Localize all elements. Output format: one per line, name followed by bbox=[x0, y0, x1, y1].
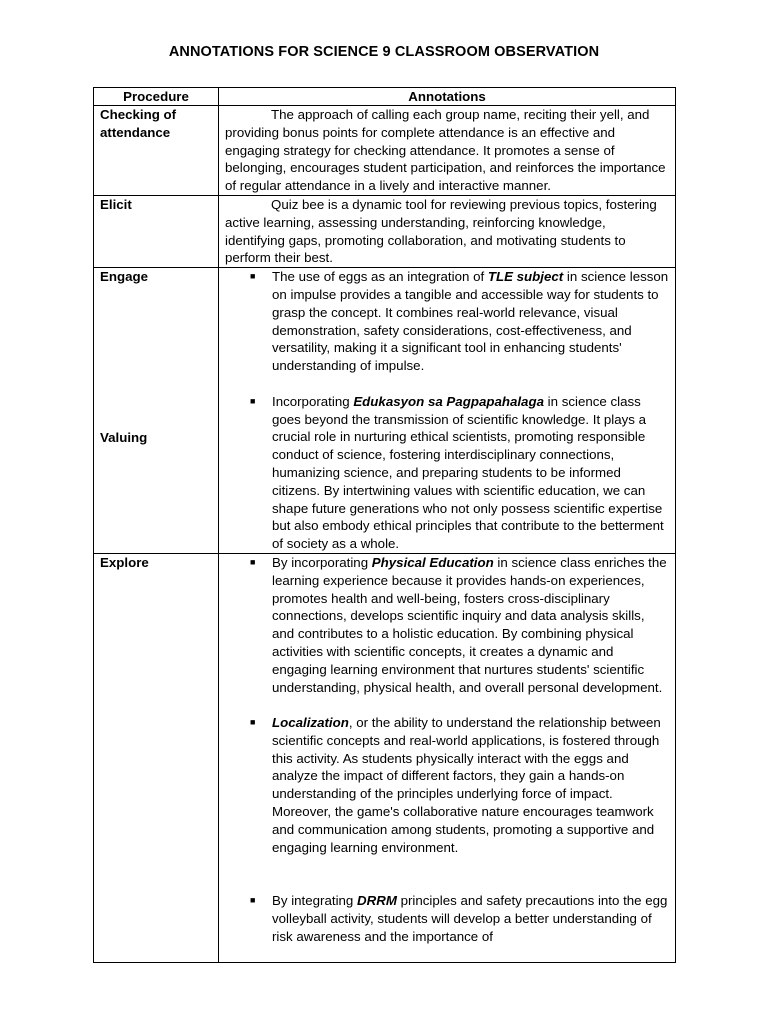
bullet-square-icon: ■ bbox=[250, 395, 256, 406]
annotation-text: Quiz bee is a dynamic tool for reviewing previous topics, fostering active learning, assessing understanding, reinforcing knowledge, identifying gaps, promoting collaboration, and motivating students to perform their best. bbox=[225, 196, 657, 266]
annotation-text: The approach of calling each group name, reciting their yell, and providing bonus points for complete attendance is an effective and engaging strategy for checking attendance. It promotes a sense of belonging, encourages student participation, and reinforces the importance of regular attendance in a lively and interactive manner. bbox=[225, 107, 666, 194]
procedure-label: Checking of attendance bbox=[100, 107, 177, 140]
procedure-cell-attendance bbox=[94, 106, 219, 196]
table-row bbox=[94, 553, 676, 962]
list-item: ■ The use of eggs as an integration of TLE subject in science lesson on impulse provides a tangible and accessible way for students to grasp the concept. It combines real-world relevance, visual demonstration, safety considerations, cost-effectiveness, and versatility, making it a significant tool in enhancing students' understanding of impulse. bbox=[250, 269, 669, 374]
emphasis: Localization bbox=[272, 715, 349, 731]
table-row bbox=[94, 195, 676, 267]
annotation-cell-engage bbox=[219, 268, 676, 554]
annotation-cell-explore bbox=[219, 553, 676, 962]
list-item: ■ By integrating DRRM principles and safety precautions into the egg volleyball activity, students will develop a better understanding of risk awareness and the importance of bbox=[250, 893, 668, 944]
emphasis: Physical Education bbox=[371, 554, 494, 570]
bullet-list bbox=[225, 554, 669, 946]
annotations-header: Annotations bbox=[219, 88, 676, 106]
procedure-label: Elicit bbox=[100, 196, 132, 212]
procedure-label: Explore bbox=[100, 554, 149, 570]
list-item: ■ Localization, or the ability to understand the relationship between scientific concepts and real-world applications, is fostered through this activity. As students physically interact with the eggs and analyze the impact of different factors, they gain a hands-on understanding of the principles underlying force of impact. Moreover, the game's collaborative nature encourages teamwork and communication among students, promoting a supportive and engaging learning environment. bbox=[250, 715, 661, 855]
bullet-square-icon: ■ bbox=[250, 895, 256, 906]
document-title: ANNOTATIONS FOR SCIENCE 9 CLASSROOM OBSERVATION bbox=[168, 44, 600, 60]
procedure-label-valuing: Valuing bbox=[100, 429, 148, 445]
bullet-square-icon: ■ bbox=[250, 556, 256, 567]
procedure-cell-explore bbox=[94, 553, 219, 962]
list-item: ■ Incorporating Edukasyon sa Pagpapahalaga in science class goes beyond the transmission of scientific knowledge. It plays a crucial role in nurturing ethical scientists, promoting responsible conduct of science, fostering interdisciplinary connections, humanizing science, and preparing students to be informed citizens. By intertwining values with scientific education, we can shape future generations who not only possess scientific expertise but also embody ethical principles that contribute to the betterment of society as a whole. bbox=[250, 393, 664, 552]
bullet-square-icon: ■ bbox=[250, 271, 256, 282]
procedure-label: Engage bbox=[100, 269, 149, 285]
bullet-square-icon: ■ bbox=[250, 717, 256, 728]
table-row bbox=[94, 106, 676, 196]
table-header-row bbox=[94, 88, 676, 106]
procedure-cell-engage bbox=[94, 268, 219, 554]
emphasis: DRRM bbox=[357, 893, 397, 909]
table-row bbox=[94, 268, 676, 554]
list-item: ■ By incorporating Physical Education in science class enriches the learning experience because it provides hands-on experiences, promotes health and well-being, fosters cross-disciplinary connections, develops scientific inquiry and data analysis skills, and contributes to a holistic education. By combining physical activities with scientific concepts, it creates a dynamic and engaging learning environment that nurtures students' scientific understanding, physical health, and overall personal development. bbox=[250, 554, 667, 695]
emphasis: Edukasyon sa Pagpapahalaga bbox=[353, 393, 544, 409]
bullet-list bbox=[225, 268, 669, 553]
observation-table bbox=[93, 87, 676, 963]
procedure-cell-elicit bbox=[94, 195, 219, 267]
emphasis: TLE subject bbox=[487, 269, 564, 285]
procedure-header: Procedure bbox=[94, 88, 219, 106]
annotation-cell-elicit bbox=[219, 195, 676, 267]
annotation-cell-attendance bbox=[219, 106, 676, 196]
